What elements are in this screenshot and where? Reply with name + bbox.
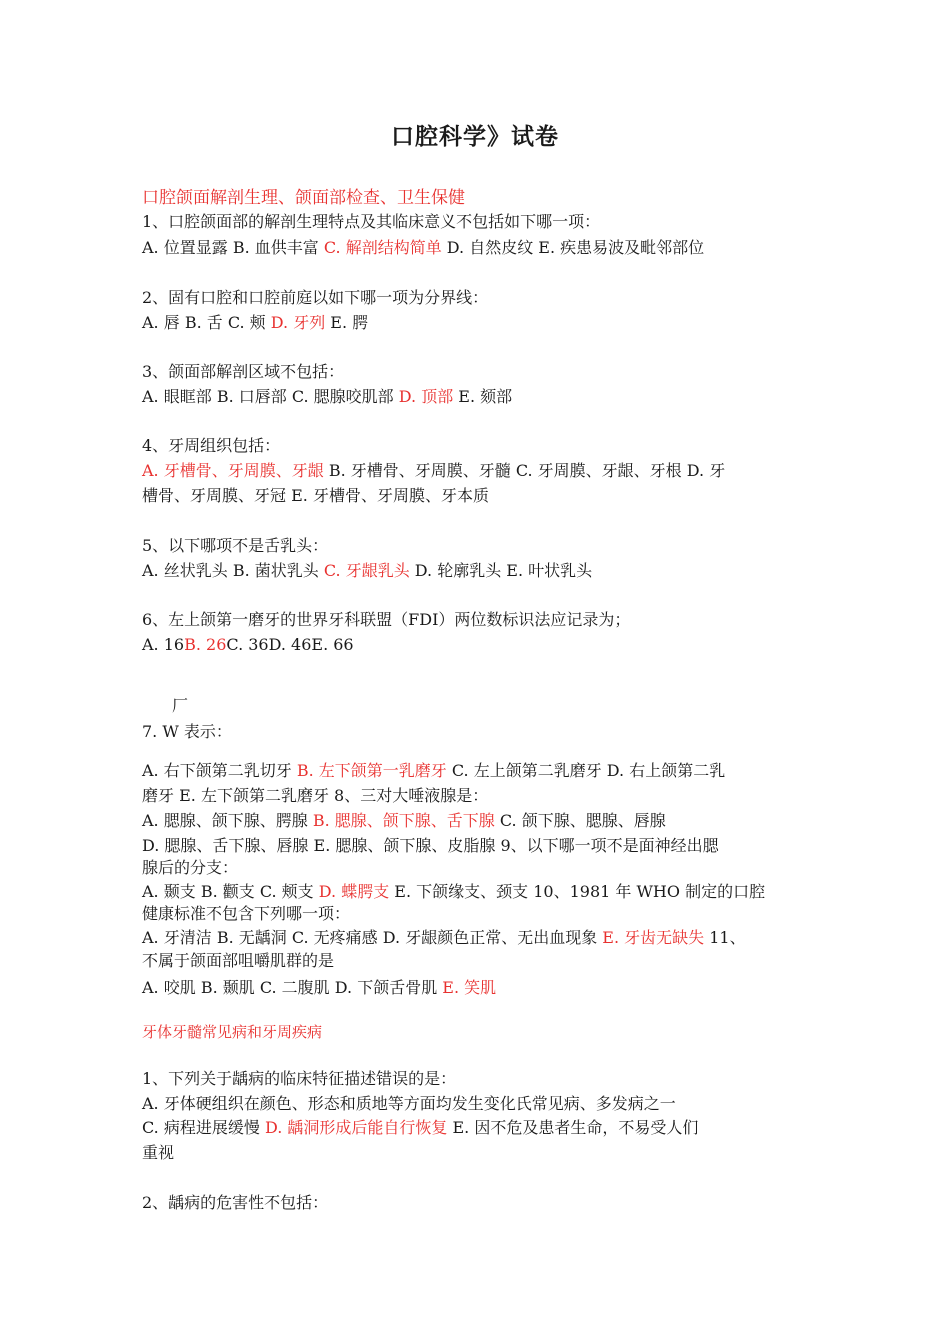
options-text: E. 因不危及患者生命，不易受人们: [447, 1118, 699, 1137]
question-stem: 7. W 表示：: [142, 722, 232, 741]
answer-text: D. 蝶腭支: [318, 882, 390, 901]
options-text: A. 丝状乳头 B. 菌状乳头: [142, 561, 324, 580]
options-text: D. 轮廓乳头 E. 叶状乳头: [409, 561, 593, 580]
question-stem: 6、左上颌第一磨牙的世界牙科联盟（FDI）两位数标识法应记录为；: [142, 610, 631, 629]
answer-text: D. 牙列: [270, 313, 326, 332]
question-options: [142, 1116, 698, 1140]
question-options: [142, 926, 746, 950]
answer-text: B. 腮腺、颌下腺、舌下腺: [312, 811, 495, 830]
options-text: A. 右下颌第二乳切牙: [142, 761, 297, 780]
answer-text: A. 牙槽骨、牙周膜、牙龈: [142, 461, 324, 480]
options-text: A. 眼眶部 B. 口唇部 C. 腮腺咬肌部: [142, 387, 399, 406]
tooth-symbol: 厂: [172, 696, 189, 715]
options-text: B. 牙槽骨、牙周膜、牙髓 C. 牙周膜、牙龈、牙根 D. 牙: [323, 461, 726, 480]
section-heading: 牙体牙髓常见病和牙周疾病: [142, 1023, 323, 1041]
answer-text: C. 牙龈乳头: [323, 561, 410, 580]
question-options-continued: 槽骨、牙周膜、牙冠 E. 牙槽骨、牙周膜、牙本质: [142, 486, 489, 505]
options-text: C. 病程进展缓慢: [142, 1118, 265, 1137]
question-options-continued: 磨牙 E. 左下颌第二乳磨牙 8、三对大唾液腺是：: [142, 786, 489, 805]
options-text: C. 颌下腺、腮腺、唇腺: [494, 811, 666, 830]
question-options-continued: 健康标准不包含下列哪一项：: [142, 904, 351, 923]
options-text: 11、: [704, 928, 746, 947]
question-options-continued: D. 腮腺、舌下腺、唇腺 E. 腮腺、颌下腺、皮脂腺 9、以下哪一项不是面神经出腮: [142, 836, 719, 855]
options-text: C. 左上颌第二乳磨牙 D. 右上颌第二乳: [446, 761, 726, 780]
question-options: [142, 809, 666, 833]
section-heading: 口腔颌面解剖生理、颌面部检查、卫生保健: [142, 188, 465, 208]
question-options: [142, 459, 725, 483]
options-text: E. 颏部: [453, 387, 513, 406]
question-options: [142, 759, 725, 783]
answer-text: B. 26: [184, 635, 227, 654]
options-text: A. 唇 B. 舌 C. 颊: [142, 313, 271, 332]
question-options: A. 牙体硬组织在颜色、形态和质地等方面均发生变化氏常见病、多发病之一: [142, 1094, 676, 1113]
question-options: [142, 976, 496, 1000]
question-stem: 2、固有口腔和口腔前庭以如下哪一项为分界线：: [142, 288, 489, 307]
question-options: [142, 311, 368, 335]
question-options-continued: 不属于颌面部咀嚼肌群的是: [142, 951, 335, 970]
question-options: [142, 559, 592, 583]
answer-text: D. 顶部: [398, 387, 454, 406]
question-stem: 5、以下哪项不是舌乳头：: [142, 536, 329, 555]
answer-text: C. 解剖结构简单: [323, 238, 442, 257]
options-text: E. 腭: [325, 313, 369, 332]
answer-text: E. 牙齿无缺失: [602, 928, 705, 947]
options-text: A. 牙清洁 B. 无龋洞 C. 无疼痛感 D. 牙龈颜色正常、无出血现象: [142, 928, 603, 947]
question-options: [142, 880, 765, 904]
options-text: A. 位置显露 B. 血供丰富: [142, 238, 324, 257]
answer-text: E. 笑肌: [442, 978, 497, 997]
options-text: C. 36D. 46E. 66: [226, 635, 354, 654]
question-stem: 3、颌面部解剖区域不包括：: [142, 362, 345, 381]
options-text: A. 腮腺、颌下腺、腭腺: [142, 811, 313, 830]
options-text: A. 咬肌 B. 颞肌 C. 二腹肌 D. 下颌舌骨肌: [142, 978, 443, 997]
question-stem: 1、口腔颌面部的解剖生理特点及其临床意义不包括如下哪一项：: [142, 212, 601, 231]
answer-text: D. 龋洞形成后能自行恢复: [264, 1118, 448, 1137]
question-options-continued: 重视: [142, 1143, 175, 1162]
options-text: E. 下颌缘支、颈支 10、1981 年 WHO 制定的口腔: [389, 882, 766, 901]
options-text: D. 自然皮纹 E. 疾患易波及毗邻部位: [441, 238, 705, 257]
question-options-continued: 腺后的分支：: [142, 858, 239, 877]
options-text: A. 颞支 B. 颧支 C. 颊支: [142, 882, 319, 901]
question-options: [142, 236, 704, 260]
question-options: [142, 385, 512, 409]
question-stem: 1、下列关于龋病的临床特征描述错误的是：: [142, 1069, 457, 1088]
question-stem: 4、牙周组织包括：: [142, 436, 281, 455]
question-stem: 2、龋病的危害性不包括：: [142, 1193, 329, 1212]
answer-text: B. 左下颌第一乳磨牙: [296, 761, 447, 780]
options-text: A. 16: [142, 635, 185, 654]
question-options: [142, 633, 354, 657]
page-title: 口腔科学》试卷: [391, 124, 559, 150]
